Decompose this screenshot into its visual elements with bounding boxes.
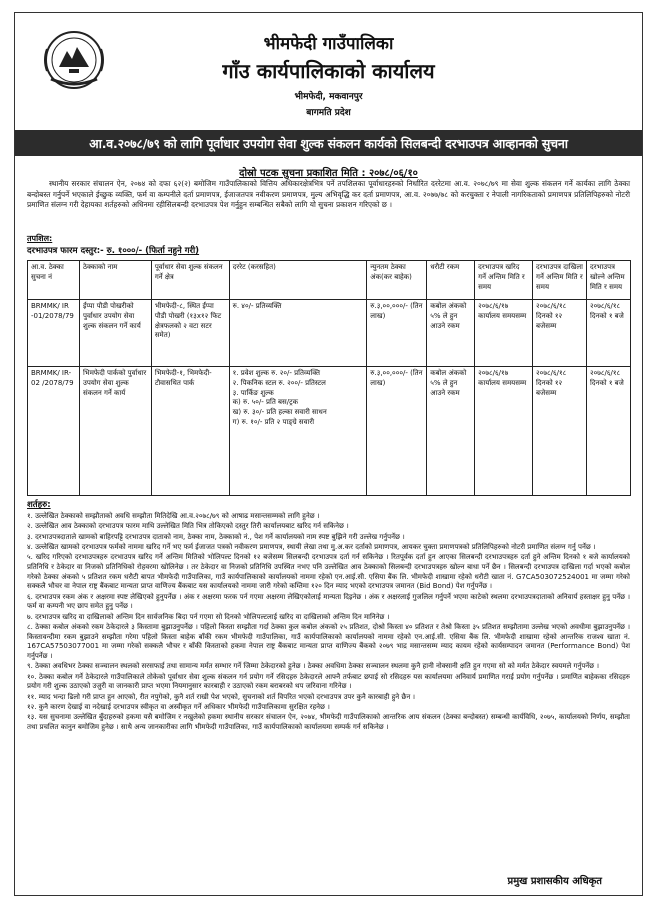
table-header: न्युनतम ठेक्का अंक(कर बाहेक) <box>367 261 427 300</box>
table-cell: ईंप्पा पौडी पोखरीको पुर्वाधार उपयोग सेवा शुल्क संकलन गर्ने कार्य <box>79 300 151 367</box>
table-header: दरभाउपत्र खरिद गर्ने अन्तिम मिति र समय <box>475 261 533 300</box>
table-header: दरभाउपत्र दाखिला गर्ने अन्तिम मिति र समय <box>533 261 587 300</box>
table-cell: भिमफेदी-१, भिमफेदी-टौवासथित पार्क <box>151 367 229 496</box>
table-cell: रु.३,००,०००/- (तिन लाख) <box>367 300 427 367</box>
table-cell: २०७८/६/१७ कार्यालय समयसम्म <box>475 367 533 496</box>
table-row <box>28 300 631 367</box>
notice-page <box>14 12 643 896</box>
term-item: ५. खरिद गरिएको दरभाउपत्रहरु दरभाउपत्र खरिद गर्ने अन्तिम मितिको भोलिपल्ट दिनको १२ बजेसम्म सिलबन्दी दरभाउपत्र दर्ता गर्न सकिनेछ । रितपूर्वक दर्ता हुन आएका सिलबन्दी दरभाउपत्रहरु दर्ता हुने अन्तिम दिनको १ बजे कार्यालयको प्रतिनिधि र ठेकेदार वा निजको प्रतिनिधिको रोहवरमा खोलिनेछ । तर ठेकेदार वा निजको प्रतिनिधि उपस्थित नभए पनि उल्लेखित आव ठेक्काको सिलबन्दी दरभाउपत्रहरु खोल्न बाधा पर्ने छैन । सिलबन्दी दरभाउपत्र दाखिला गर्दा भएको कबोल गरेको ठेक्का अंकको ५ प्रतिशत रकम धरौटी बापत भीमफेदी गाउँपालिका, गाउँ कार्यपालिकाको कार्यालयको नाममा रहेको एन.आई.सी. एसिया बैंक लि. भीमफेदी शाखामा रहेको धरौटी खाता नं. G7CA503072524001 मा जम्मा गरेको सक्कलै भौचर वा नेपाल राष्ट्र बैंकबाट मान्यता प्राप्त वाणिज्य बैंकबाट यस कार्यालयको नाममा जारी गरेको कम्तिमा १२० दिन म्याद भएको दरभाउपत्र जमानत (Bid Bond) पेश गर्नुपर्नेछ । <box>27 553 630 591</box>
table-header-row <box>28 261 631 300</box>
form-fee <box>27 245 199 256</box>
table-cell: २०७८/६/१८ दिनको १२ बजेसम्म <box>533 367 587 496</box>
term-item: ७. दरभाउपत्र खरिद वा दाखिलाको अन्तिम दिन सार्वजनिक बिदा पर्न गएमा सो दिनको भोलिपल्टलाई खरिद वा दाखिलाको अन्तिम दिन मानिनेछ । <box>27 612 390 621</box>
details-label: तपशिल: <box>27 234 53 243</box>
table-cell: रु.३,००,०००/- (तिन लाख) <box>367 367 427 496</box>
table-cell: २०७८/६/१७ कार्यालय समयसम्म <box>475 300 533 367</box>
table-row <box>28 367 631 496</box>
term-item: १. उल्लेखित ठेक्काको सम्झौताको अवधि सम्झौता मितिदेखि आ.व.२०७८/७९ को आषाढ मसान्तसम्मको लागि हुनेछ । <box>27 512 320 520</box>
table-cell: भीमफेदी-८, स्थित ईंप्पा पौडी पोखरी (१३x१२ फिट क्षेत्रफलको २ वटा सटर समेत) <box>151 300 229 367</box>
table-cell: रु. ४०/- प्रतिव्यक्ति <box>229 300 367 367</box>
table-cell: BRMMK/ IR-02 /2078/79 <box>28 367 80 496</box>
province-name: बागमति प्रदेश <box>306 108 351 118</box>
intro-paragraph: स्थानीय सरकार संचालन ऐन, २०७४ को दफा ६२(२) बमोजिम गाउँपालिकाको वित्तिय अधिकारक्षेत्रभित्र पर्ने तपशिलका पूर्वाधारहरुको निर्धारित दररेटमा आ.व. २०७८/७९ मा सेवा शुल्क संकलन गर्ने कार्यका लागि ठेक्का बन्दोबस्त गर्नुपर्ने भएकाले ईच्छुक व्यक्ति, फर्म वा कम्पनीले दर्ता प्रमाणपत्र, ईजाजतपत्र नवीकरण प्रमाणपत्र, मुल्य अभिवृद्धि कर दर्ता प्रमाणपत्र, आ.व. २०७७/७८ को करचुक्ता र नेपाली नागरिकताको प्रमाणपत्र प्रतिलिपिहरुको नोटरी प्रमाणित संलग्न गरी देहायका शर्तहरुको अधिनमा रहीसिलबन्दी दरभाउपत्र पेश गर्नुहुन सम्बन्धित सबैको लागि यो सुचना प्रकाशन गरिएको छ । <box>27 179 630 210</box>
office-name: गाँउ कार्यपालिकाको कार्यालय <box>222 59 435 83</box>
term-item: १३. यस सुचनामा उल्लेखित बुँदाहरुको हकमा यसै बमोजिम र नखुलेको हकमा स्थानीय सरकार संचालन ऐन, २०७४, भीमफेदी गाउँपालिकाको आन्तरिक आय संकलन (ठेक्का बन्दोबस्त) सम्बन्धी कार्यविधि, २०७५, कार्यालयको निर्णय, सम्झौता तथा प्रचलित कानुन बमोजिम हुनेछ । साथै अन्य जानकारीका लागि भीमफेदी गाउँपालिका, गाउँ कार्यपालिकाको कार्यालयमा सम्पर्क गर्न सकिनेछ । <box>27 713 630 731</box>
table-cell: भिमफेदी पार्कको पुर्वाधार उपयोग सेवा शुल्क संकलन गर्ने कार्य <box>79 367 151 496</box>
term-item: ८. ठेक्का कबोल अंकको रकम ठेकेदारले ३ किस्तामा बुझाउनुपर्नेछ । पहिलो किस्ता सम्झौता गर्दा ठेक्का कुल कबोल अंकको २५ प्रतिशत, दोश्रो किस्ता ४० प्रतिशत र तेश्रो किस्ता ३५ प्रतिशत सम्झौतामा उल्लेख भएको अवधीमा बुझाउनुपर्नेछ । किस्तावन्दीमा रकम बुझाउने सम्झौता गरेमा पहिलो किस्ता बाहेक बाँकी रकम भीमफेदी गाउँपालिका, गाउँ कार्यपालिकाको कार्यालयको नाममा रहेको एन.आई.सी. एसिया बैंक लि. भीमफेदी शाखामा रहेको आन्तरिक राजश्व खाता नं. 167CA57503077001 मा जम्मा गरेको सक्कलै भौचर र बाँकी किस्ताको हकमा नेपाल राष्ट्र बैंकबाट मान्यता प्राप्त वाणिज्य बैंकको २०७९ भाद्र मसान्तसम्म म्याद कायम रहेको कार्यसम्पादन जमानत (Performance Bond) पेश गर्नुपर्नेछ । <box>27 622 630 660</box>
table-cell: २०७८/६/१८ दिनको १ बजे <box>586 367 630 496</box>
signatory-title: प्रमुख प्रशासकीय अधिकृत <box>507 876 602 887</box>
table-header: ठेक्काको नाम <box>79 261 151 300</box>
table-cell: १. प्रवेश शुल्क रु. २०/- प्रतिव्यक्ति २. पिकनिक स्टल रु. २००/- प्रतिस्टल ३. पार्किङ शुल्क क) रु. ५०/- प्रति बस/ट्रक ख) रु. ३०/- प्रति हल्का सवारी साधन ग) रु. १०/- प्रति २ पाङ्ग्रे सवारी <box>229 367 367 496</box>
table-cell: २०७८/६/१८ दिनको १२ बजेसम्म <box>533 300 587 367</box>
term-item: ४. उल्लेखित खामको दरभाउपत्र फर्मको नाममा खरिद गर्ने भए फर्म ईजाजत पत्रको नवीकरण प्रमाणपत्र, स्थायी लेखा तथा मु.अ.कर दर्ताको प्रमाणपत्र, आयकर चुक्ता प्रमाणपत्रको प्रतिलिपिहरुको नोटरी प्रमाणित संलग्न गर्नु पर्नेछ । <box>27 542 596 551</box>
terms-list <box>27 512 630 733</box>
terms-heading: शर्तहरु: <box>27 500 51 510</box>
term-item: १२. कुनै कारण देखाई वा नदेखाई दरभाउपत्र स्वीकृत वा अस्वीकृत गर्ने अधिकार भीमफेदी गाउँपालिकामा सुरक्षित रहनेछ । <box>27 702 330 711</box>
term-item: १०. ठेक्का कबोल गर्ने ठेकेदारले गाउँपालिकाले तोकेको पूर्वाधार सेवा शुल्क संकलन गर्न प्रयोग गर्ने रसिदहरु ठेकेदारले आफ्नै तर्फबाट छपाई सो रसिदहरु यस कार्यालयमा अनिवार्य प्रमाणित गराई प्रयोग गर्नुपर्नेछ । प्रमाणित बाहेकका रसिदहरु प्रयोग गरी शुल्क उठाएको उजुरी वा जानकारी प्राप्त भएमा नियमानुसार कारबाही र उठाएको रकम बराबरको थप जरिवाना गरिनेछ । <box>27 672 630 691</box>
table-cell: कबोल अंकको ५% ले हुन आउने रकम <box>427 367 475 496</box>
table-cell: BRMMK/ IR -01/2078/79 <box>28 300 80 367</box>
table-cell: कबोल अंकको ५% ले हुन आउने रकम <box>427 300 475 367</box>
term-item: ९. ठेक्का अवधिभर ठेक्का सञ्चालन स्थलको सरसफाई तथा सामान्य मर्मत सम्भार गर्ने जिम्मा ठेकेदारको हुनेछ । ठेक्का अवधिमा ठेक्का सञ्चालन स्थलमा कुनै हानी नोक्सानी क्षति हुन गएमा सो को मर्मत ठेकेदार स्वयमले गर्नुपर्नेछ । <box>27 662 599 671</box>
table-header: दरभाउपत्र खोल्ने अन्तिम मिति र समय <box>586 261 630 300</box>
second-notice-date: दोस्रो पटक सुचना प्रकाशित मिति : २०७८/०६/१० <box>239 168 418 179</box>
office-address: भीमफेदी, मकवानपुर <box>294 92 363 102</box>
table-header: आ.व. ठेक्का सुचना नं <box>28 261 80 300</box>
form-fee-value: रु. १०००/- (फिर्ता नहुने गरी) <box>106 246 200 256</box>
term-item: २. उल्लेखित आव ठेक्काको दरभाउपत्र फारम माथि उल्लेखित मिति भित्र तोकिएको दस्तुर तिरी कार्यालयबाट खरिद गर्न सकिनेछ । <box>27 522 349 531</box>
term-item: ११. म्याद भन्दा ढिलो गरी प्राप्त हुन आएको, रीत नपुगेको, कुनै शर्त राखी पेश भएको, सुचनाको शर्त विपरित भएको दरभाउपत्र उपर कुनै कारबाही हुने छैन । <box>27 692 416 701</box>
table-header: पूर्वाधार सेवा शुल्क संकलन गर्ने क्षेत्र <box>151 261 229 300</box>
notice-title: आ.व.२०७८/७९ को लागि पूर्वाधार उपयोग सेवा शुल्क संकलन कार्यको सिलबन्दी दरभाउपत्र आव्हानको सुचना <box>15 130 642 156</box>
table-header: दररेट (करसहित) <box>229 261 367 300</box>
table-cell: २०७८/६/१८ दिनको १ बजे <box>586 300 630 367</box>
form-fee-label: दरभाउपत्र फारम दस्तुर:- <box>27 246 104 256</box>
term-item: ३. दरभाउपत्रदाताले खामको बाहिरपट्टि दरभाउपत्र दाताको नाम, ठेक्का नाम, ठेक्काको नं., पेश गर्ने कार्यालयको नाम स्पष्ट बुझिने गरी उल्लेख गर्नुपर्नेछ । <box>27 532 405 541</box>
table-header: धरौटी रकम <box>427 261 475 300</box>
municipality-name: भीमफेदी गाउँपालिका <box>263 34 394 54</box>
term-item: ६. दरभाउपत्र रकम अंक र अक्षरमा स्पष्ट लेखिएको हुनुपर्नेछ । अंक र अक्षरमा फरक पर्न गएमा अक्षरमा लेखिएकोलाई मान्यता दिइनेछ । अंक र अक्षरलाई गुजलिल गर्नुपर्ने भएमा काटेको स्थलमा दरभाउपत्रदाताको अनिवार्य हस्ताक्षर हुनु पर्नेछ । फर्म वा कम्पनी भए छाप समेत हुनु पर्नेछ । <box>27 592 630 611</box>
bid-table <box>27 260 631 496</box>
